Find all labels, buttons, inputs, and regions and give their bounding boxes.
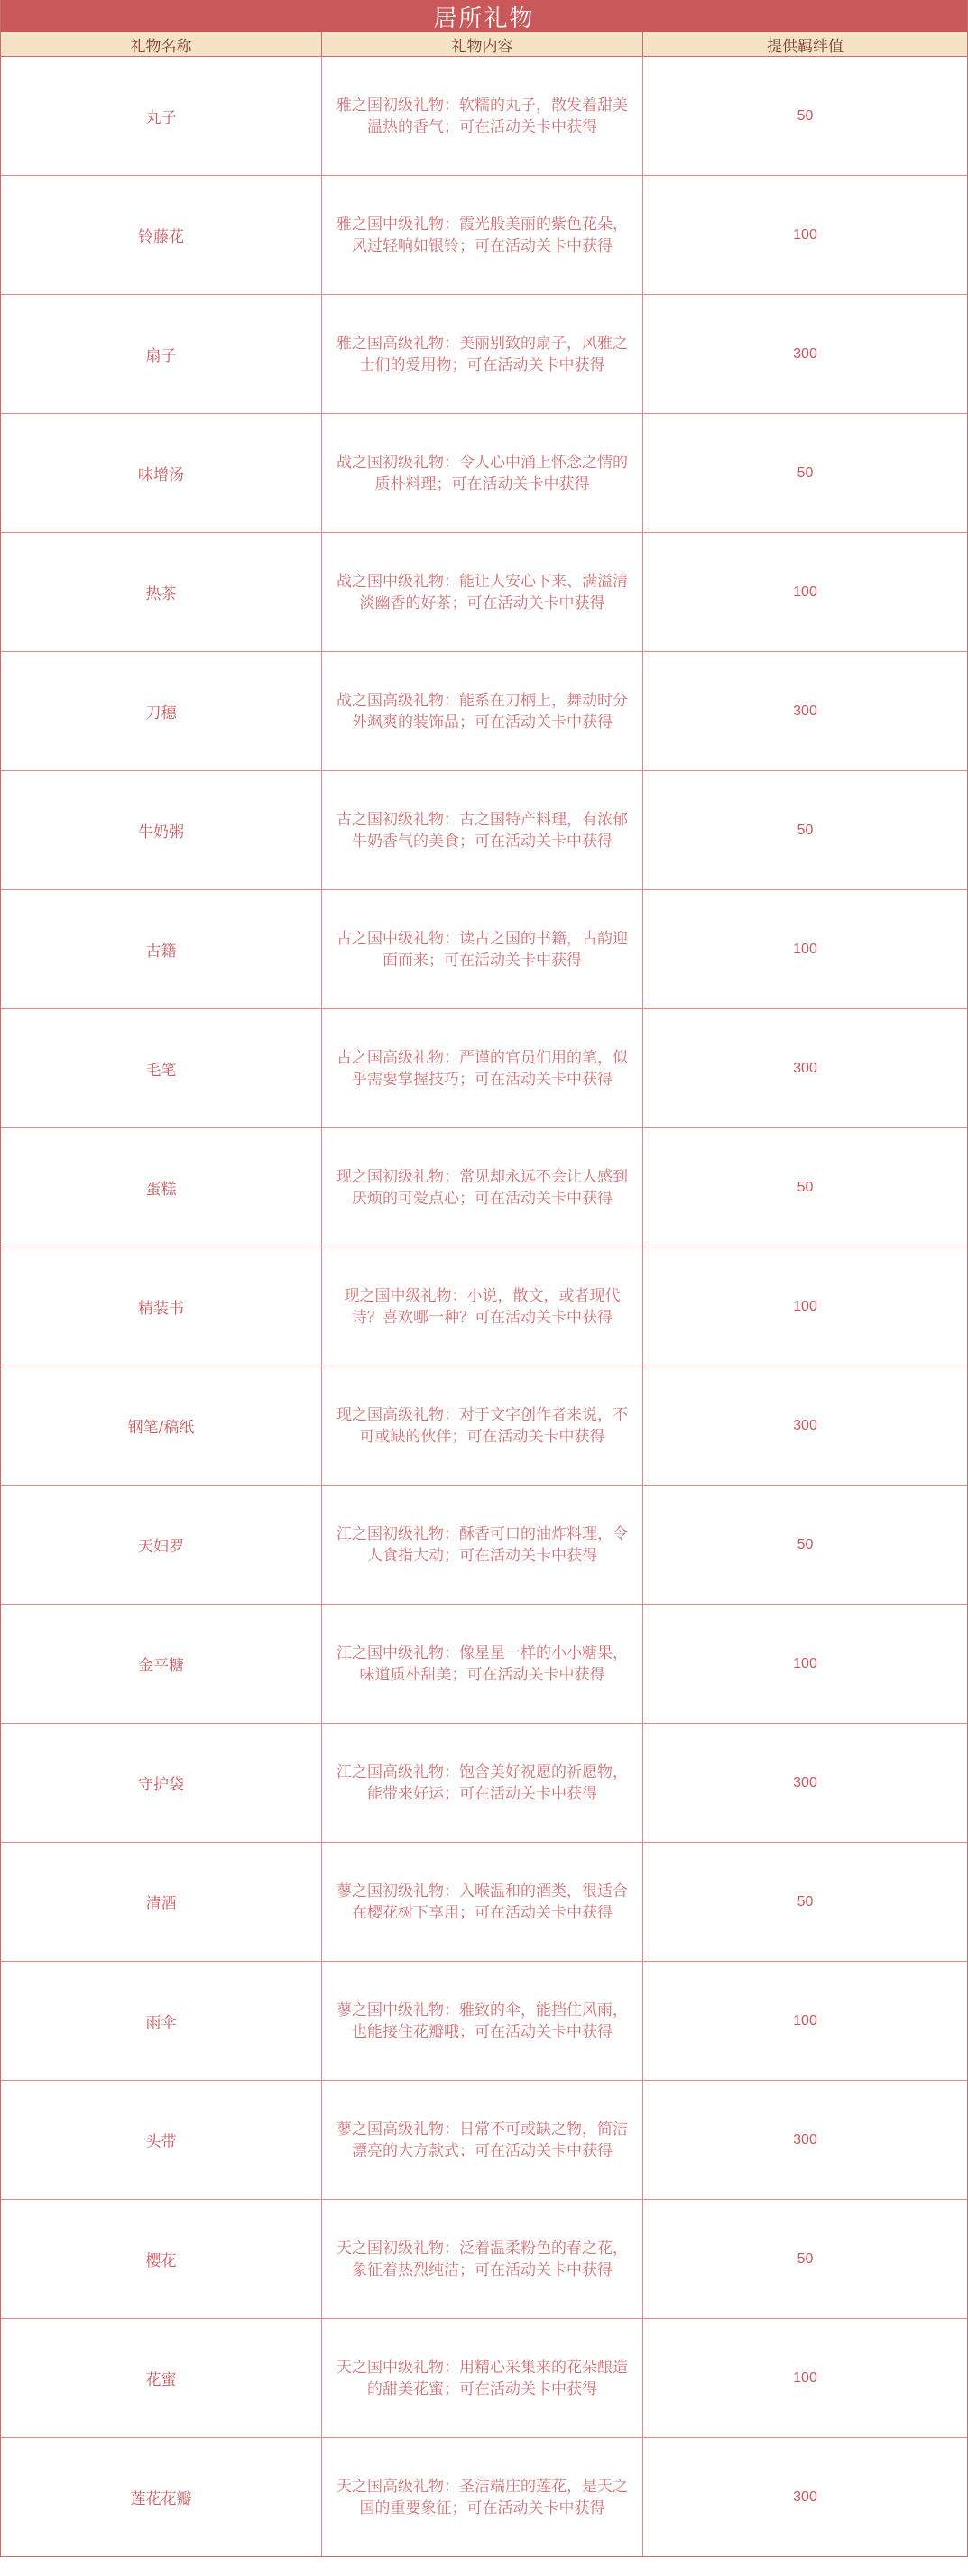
gift-name-cell: 牛奶粥 [1,771,322,889]
gift-content-cell: 天之国中级礼物：用精心采集来的花朵酿造的甜美花蜜；可在活动关卡中获得 [322,2319,643,2437]
table-row [1,890,967,1009]
bond-value-cell: 100 [793,226,817,243]
table-row [1,176,967,295]
gift-content-cell: 雅之国中级礼物：霞光般美丽的紫色花朵，风过轻响如银铃；可在活动关卡中获得 [322,176,643,294]
gift-name-cell: 金平糖 [1,1605,322,1723]
gift-content-cell: 战之国中级礼物：能让人安心下来、满溢清淡幽香的好茶；可在活动关卡中获得 [322,533,643,651]
gift-content-cell: 蓼之国中级礼物：雅致的伞，能挡住风雨，也能接住花瓣哦；可在活动关卡中获得 [322,1962,643,2080]
gift-name-cell: 花蜜 [1,2319,322,2437]
gift-content-cell: 现之国初级礼物：常见却永远不会让人感到厌烦的可爱点心；可在活动关卡中获得 [322,1128,643,1247]
gift-name-cell: 铃藤花 [1,176,322,294]
gift-content-cell: 战之国初级礼物：令人心中涌上怀念之情的质朴料理；可在活动关卡中获得 [322,414,643,532]
bond-value-cell: 300 [793,2131,817,2148]
gift-content-cell: 江之国中级礼物：像星星一样的小小糖果，味道质朴甜美；可在活动关卡中获得 [322,1605,643,1723]
bond-value-cell: 300 [793,1060,817,1076]
bond-value-cell: 50 [797,822,814,838]
gift-name-cell: 天妇罗 [1,1486,322,1604]
gift-name-cell: 刀穗 [1,652,322,770]
table-header [1,32,967,57]
gift-content-cell: 战之国高级礼物：能系在刀柄上，舞动时分外飒爽的装饰品；可在活动关卡中获得 [322,652,643,770]
table-row [1,652,967,771]
table-row [1,295,967,414]
gift-name-cell: 钢笔/稿纸 [1,1366,322,1485]
gift-name-cell: 毛笔 [1,1009,322,1127]
bond-value-cell: 50 [797,1179,814,1195]
gift-name-cell: 头带 [1,2081,322,2199]
table-body [1,57,967,2557]
gift-name-cell: 味增汤 [1,414,322,532]
header-gift-name: 礼物名称 [1,32,322,56]
bond-value-cell: 100 [793,1655,817,1671]
gift-content-cell: 古之国初级礼物：古之国特产料理，有浓郁牛奶香气的美食；可在活动关卡中获得 [322,771,643,889]
gift-name-cell: 精装书 [1,1247,322,1366]
table-row [1,57,967,176]
bond-value-cell: 100 [793,584,817,600]
bond-value-cell: 100 [793,1298,817,1314]
bond-value-cell: 300 [793,703,817,719]
table-row [1,1366,967,1486]
table-row [1,2081,967,2200]
bond-value-cell: 300 [793,1417,817,1433]
table-row [1,2319,967,2438]
gift-content-cell: 蓼之国初级礼物：入喉温和的酒类，很适合在樱花树下享用；可在活动关卡中获得 [322,1843,643,1961]
bond-value-cell: 100 [793,2012,817,2029]
bond-value-cell: 300 [793,1774,817,1790]
gift-content-cell: 蓼之国高级礼物：日常不可或缺之物，简洁漂亮的大方款式；可在活动关卡中获得 [322,2081,643,2199]
bond-value-cell: 100 [793,941,817,957]
table-row [1,1486,967,1605]
table-row [1,1128,967,1247]
gift-content-cell: 天之国初级礼物：泛着温柔粉色的春之花，象征着热烈纯洁；可在活动关卡中获得 [322,2200,643,2318]
gift-content-cell: 雅之国初级礼物：软糯的丸子，散发着甜美温热的香气；可在活动关卡中获得 [322,57,643,175]
bond-value-cell: 300 [793,2489,817,2505]
bond-value-cell: 50 [797,1536,814,1552]
gift-name-cell: 守护袋 [1,1724,322,1842]
gift-content-cell: 江之国高级礼物：饱含美好祝愿的祈愿物，能带来好运；可在活动关卡中获得 [322,1724,643,1842]
gift-content-cell: 古之国高级礼物：严谨的官员们用的笔，似乎需要掌握技巧；可在活动关卡中获得 [322,1009,643,1127]
table-row [1,533,967,652]
bond-value-cell: 50 [797,1893,814,1909]
gift-content-cell: 现之国高级礼物：对于文字创作者来说，不可或缺的伙伴；可在活动关卡中获得 [322,1366,643,1485]
bond-value-cell: 50 [797,2250,814,2267]
table-row [1,1724,967,1843]
table-row [1,414,967,533]
gift-name-cell: 莲花花瓣 [1,2438,322,2556]
table-row [1,1962,967,2081]
gift-name-cell: 樱花 [1,2200,322,2318]
gift-content-cell: 古之国中级礼物：读古之国的书籍，古韵迎面而来；可在活动关卡中获得 [322,890,643,1008]
gift-name-cell: 雨伞 [1,1962,322,2080]
gift-name-cell: 扇子 [1,295,322,413]
gift-content-cell: 天之国高级礼物：圣洁端庄的莲花，是天之国的重要象征；可在活动关卡中获得 [322,2438,643,2556]
bond-value-cell: 50 [797,465,814,481]
table-row [1,1247,967,1366]
gift-name-cell: 蛋糕 [1,1128,322,1247]
gift-name-cell: 丸子 [1,57,322,175]
bond-value-cell: 50 [797,107,814,124]
gift-content-cell: 雅之国高级礼物：美丽别致的扇子，风雅之士们的爱用物；可在活动关卡中获得 [322,295,643,413]
header-gift-content: 礼物内容 [322,32,643,56]
gift-name-cell: 热茶 [1,533,322,651]
table-row [1,1605,967,1724]
header-bond-value: 提供羁绊值 [767,37,844,56]
table-row [1,771,967,890]
page-title: 居所礼物 [1,0,967,32]
gift-name-cell: 清酒 [1,1843,322,1961]
gift-name-cell: 古籍 [1,890,322,1008]
table-row [1,1009,967,1128]
bond-value-cell: 300 [793,345,817,362]
gift-content-cell: 江之国初级礼物：酥香可口的油炸料理，令人食指大动；可在活动关卡中获得 [322,1486,643,1604]
table-row [1,2200,967,2319]
table-row [1,2438,967,2557]
table-row [1,1843,967,1962]
bond-value-cell: 100 [793,2369,817,2386]
gift-content-cell: 现之国中级礼物：小说，散文，或者现代诗？喜欢哪一种？可在活动关卡中获得 [322,1247,643,1366]
